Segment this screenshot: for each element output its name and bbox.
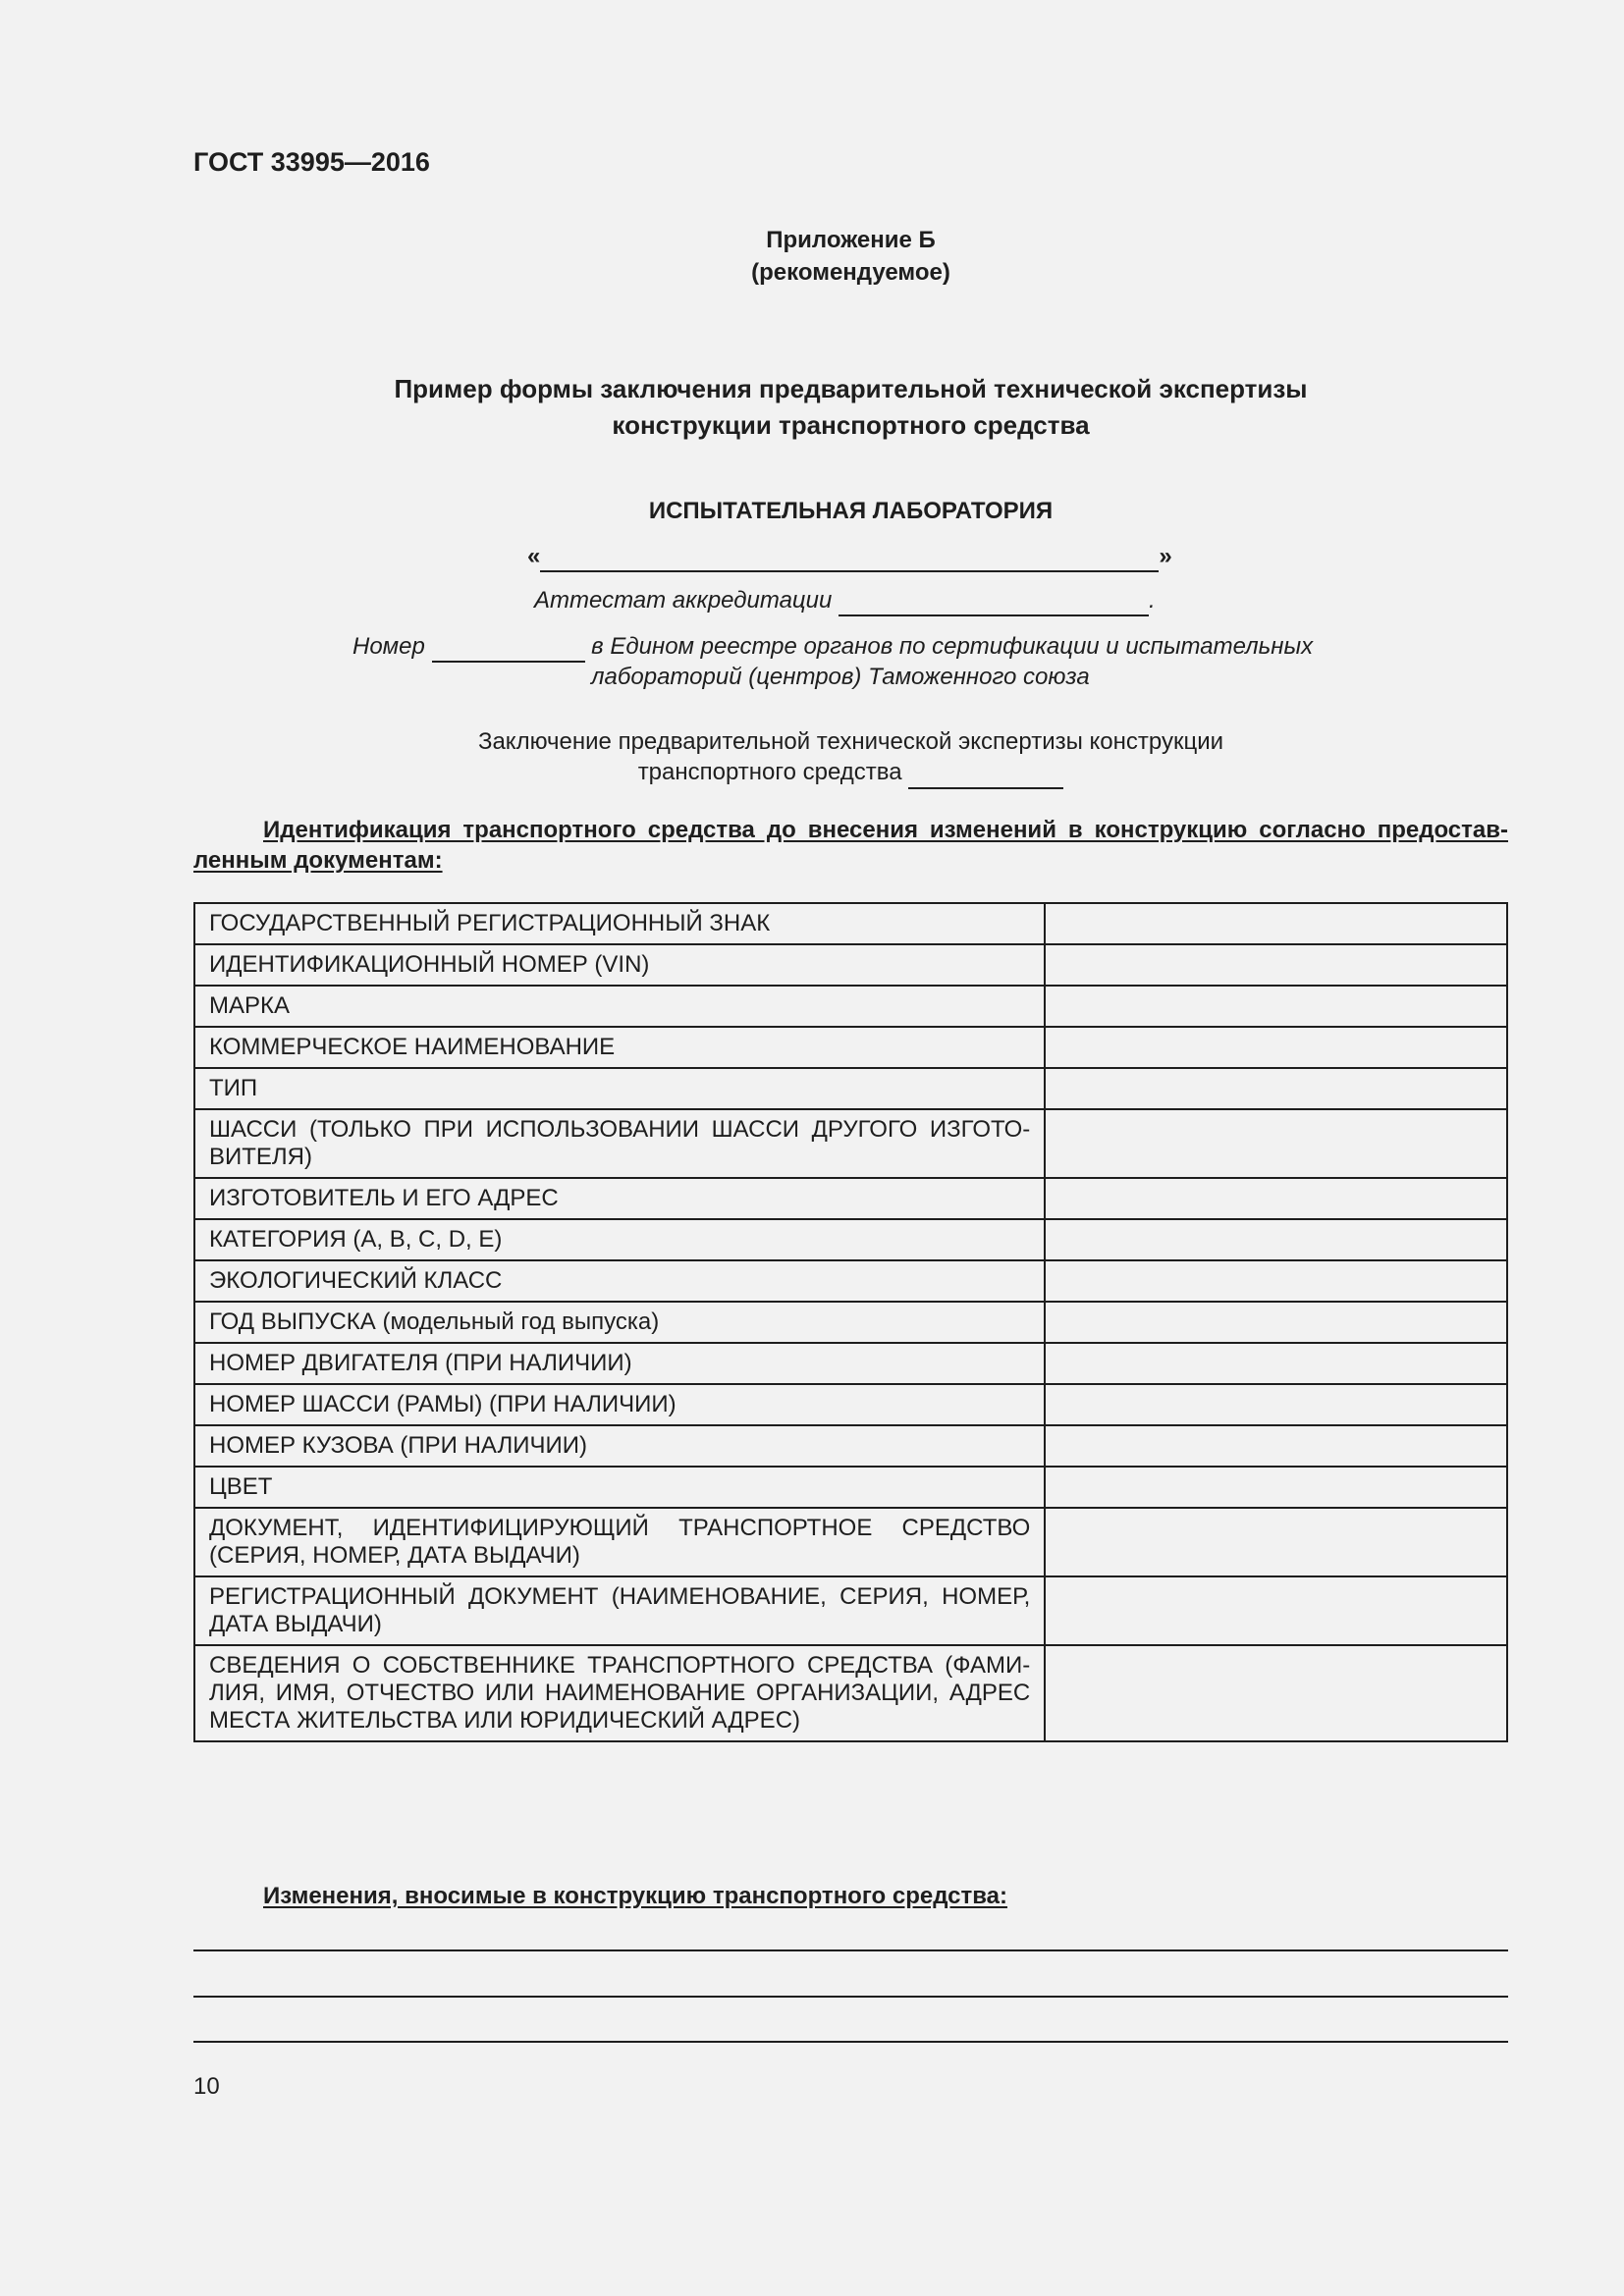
table-row-value[interactable]	[1045, 1645, 1507, 1741]
table-row-label: ГОД ВЫПУСКА (модельный год выпуска)	[194, 1302, 1045, 1343]
laboratory-title: ИСПЫТАТЕЛЬНАЯ ЛАБОРАТОРИЯ	[648, 498, 1054, 524]
table-row-label: РЕГИСТРАЦИОННЫЙ ДОКУМЕНТ (НАИМЕНОВАНИЕ, СЕРИЯ, НОМЕР, ДАТА ВЫДАЧИ)	[194, 1576, 1045, 1645]
table-row-value[interactable]	[1045, 1576, 1507, 1645]
table-row-value[interactable]	[1045, 1425, 1507, 1467]
table-row-label: МАРКА	[194, 986, 1045, 1027]
table-row	[194, 1343, 1507, 1384]
table-row	[194, 944, 1507, 986]
table-row-value[interactable]	[1045, 1068, 1507, 1109]
table-row	[194, 1425, 1507, 1467]
table-row-value[interactable]	[1045, 1467, 1507, 1508]
table-row-label: ЭКОЛОГИЧЕСКИЙ КЛАСС	[194, 1260, 1045, 1302]
laboratory-name-field	[527, 543, 1172, 572]
laboratory-name-blank[interactable]	[540, 543, 1159, 572]
table-row-value[interactable]	[1045, 1384, 1507, 1425]
identification-table	[193, 902, 1508, 1742]
table-row	[194, 1645, 1507, 1741]
table-row	[194, 1109, 1507, 1178]
table-row-value[interactable]	[1045, 1302, 1507, 1343]
accreditation-period: .	[1149, 587, 1156, 614]
table-row-label: НОМЕР ДВИГАТЕЛЯ (ПРИ НАЛИЧИИ)	[194, 1343, 1045, 1384]
registry-line-1: в Едином реестре органов по сертификации и испытательных	[591, 633, 1314, 660]
registry-line-2: лабораторий (центров) Таможенного союза	[591, 664, 1090, 690]
table-row-value[interactable]	[1045, 1508, 1507, 1576]
appendix-title: Приложение Б	[766, 227, 936, 253]
table-row-label: КАТЕГОРИЯ (A, B, C, D, E)	[194, 1219, 1045, 1260]
accreditation-blank[interactable]	[839, 587, 1149, 616]
identification-heading: Идентификация транспортного средства до внесения изменений в конструкцию согласно предоставленным документам:	[193, 817, 1508, 874]
changes-line-3[interactable]	[193, 2041, 1508, 2043]
table-row-value[interactable]	[1045, 986, 1507, 1027]
document-code: ГОСТ 33995—2016	[193, 147, 430, 177]
table-row	[194, 986, 1507, 1027]
table-row-value[interactable]	[1045, 1260, 1507, 1302]
registry-number-field	[352, 633, 1313, 663]
table-row-label: ИДЕНТИФИКАЦИОННЫЙ НОМЕР (VIN)	[194, 944, 1045, 986]
table-row	[194, 1302, 1507, 1343]
table-row-label: ШАССИ (ТОЛЬКО ПРИ ИСПОЛЬЗОВАНИИ ШАССИ ДРУГОГО ИЗГОТОВИТЕЛЯ)	[194, 1109, 1045, 1178]
table-row-label: ТИП	[194, 1068, 1045, 1109]
table-row-label: ДОКУМЕНТ, ИДЕНТИФИЦИРУЮЩИЙ ТРАНСПОРТНОЕ СРЕДСТВО (СЕРИЯ, НОМЕР, ДАТА ВЫДАЧИ)	[194, 1508, 1045, 1576]
appendix-status: (рекомендуемое)	[751, 259, 950, 286]
table-row-value[interactable]	[1045, 1343, 1507, 1384]
conclusion-heading	[193, 726, 1508, 789]
table-row-value[interactable]	[1045, 1178, 1507, 1219]
table-row	[194, 1260, 1507, 1302]
table-row-label: ИЗГОТОВИТЕЛЬ И ЕГО АДРЕС	[194, 1178, 1045, 1219]
table-row	[194, 1178, 1507, 1219]
table-row-label: СВЕДЕНИЯ О СОБСТВЕННИКЕ ТРАНСПОРТНОГО СРЕДСТВА (ФАМИЛИЯ, ИМЯ, ОТЧЕСТВО ИЛИ НАИМЕНОВАНИЕ ОРГАНИЗАЦИИ, АДРЕС МЕСТА ЖИТЕЛЬСТВА ИЛИ ЮРИДИЧЕСКИЙ АДРЕС)	[194, 1645, 1045, 1741]
registry-number-label: Номер	[352, 633, 425, 660]
table-row	[194, 1576, 1507, 1645]
table-row-value[interactable]	[1045, 1219, 1507, 1260]
table-row-label: НОМЕР КУЗОВА (ПРИ НАЛИЧИИ)	[194, 1425, 1045, 1467]
table-row-label: ЦВЕТ	[194, 1467, 1045, 1508]
table-row	[194, 903, 1507, 944]
table-row-value[interactable]	[1045, 944, 1507, 986]
table-row-value[interactable]	[1045, 903, 1507, 944]
conclusion-number-blank[interactable]	[908, 757, 1063, 789]
conclusion-line-1: Заключение предварительной технической экспертизы конструкции	[477, 728, 1224, 755]
quote-open: «	[527, 543, 541, 569]
table-row	[194, 1384, 1507, 1425]
accreditation-label: Аттестат аккредитации	[534, 587, 833, 614]
table-row	[194, 1467, 1507, 1508]
page-number: 10	[193, 2073, 220, 2100]
table-row-value[interactable]	[1045, 1109, 1507, 1178]
page-title-line-2: конструкции транспортного средства	[612, 410, 1090, 440]
table-row-label: НОМЕР ШАССИ (РАМЫ) (ПРИ НАЛИЧИИ)	[194, 1384, 1045, 1425]
table-row	[194, 1219, 1507, 1260]
table-row-label: ГОСУДАРСТВЕННЫЙ РЕГИСТРАЦИОННЫЙ ЗНАК	[194, 903, 1045, 944]
page-title	[193, 371, 1508, 444]
quote-close: »	[1159, 543, 1172, 569]
changes-heading: Изменения, вносимые в конструкцию транспортного средства:	[263, 1883, 1008, 1909]
page-title-line-1: Пример формы заключения предварительной технической экспертизы	[394, 374, 1308, 403]
table-row	[194, 1508, 1507, 1576]
table-row-value[interactable]	[1045, 1027, 1507, 1068]
appendix-heading	[193, 224, 1508, 289]
changes-line-1[interactable]	[193, 1949, 1508, 1951]
table-row	[194, 1068, 1507, 1109]
conclusion-line-2-text: транспортного средства	[637, 759, 902, 785]
conclusion-line-2	[193, 757, 1508, 789]
registry-number-blank[interactable]	[432, 633, 585, 663]
accreditation-field	[534, 587, 1156, 616]
table-row-label: КОММЕРЧЕСКОЕ НАИМЕНОВАНИЕ	[194, 1027, 1045, 1068]
table-row	[194, 1027, 1507, 1068]
changes-line-2[interactable]	[193, 1996, 1508, 1998]
